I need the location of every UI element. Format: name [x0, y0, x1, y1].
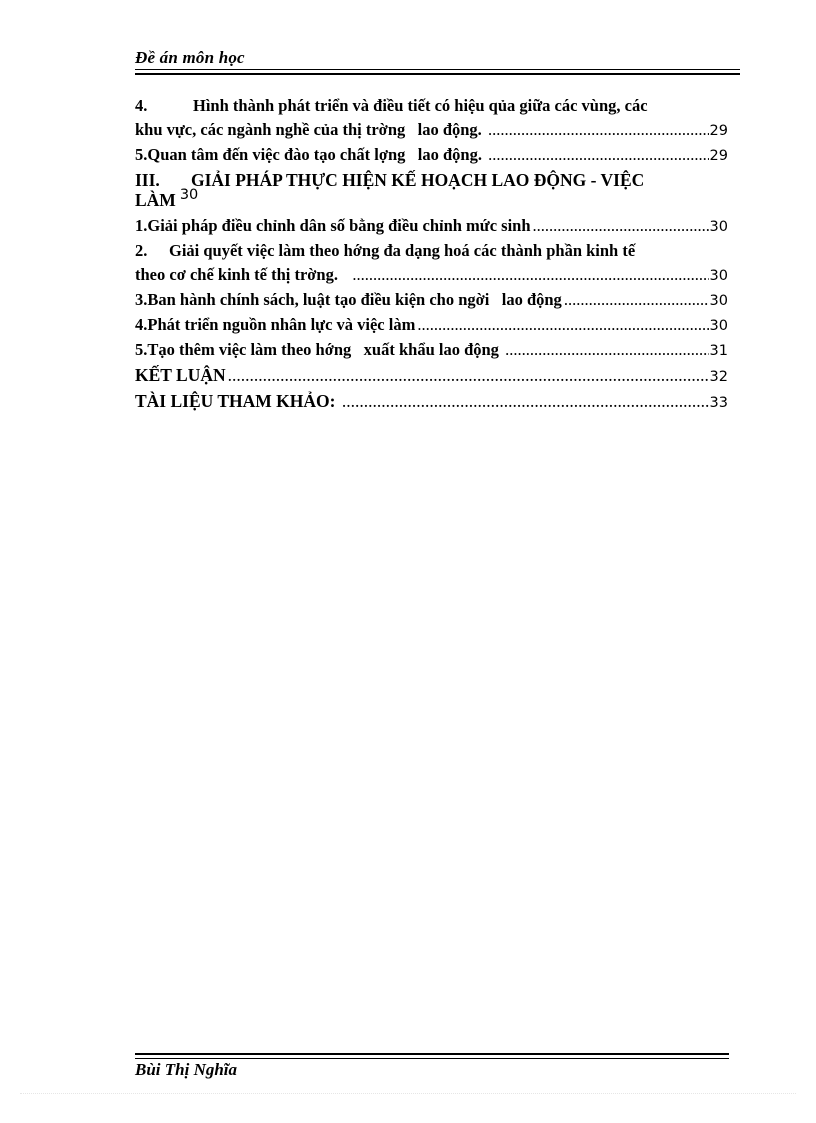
toc-page-number: 32	[709, 369, 728, 385]
toc-entry-title-cont: LÀM	[135, 190, 176, 210]
toc-entry-number: 5.	[135, 145, 148, 164]
toc-entry-title: Ban hành chính sách, luật tạo điều kiện cho ngời lao động	[147, 290, 562, 309]
toc-entry-title: Quan tâm đến việc đào tạo chất lợng lao động.	[147, 145, 487, 164]
toc-entry-title: GIẢI PHÁP THỰC HIỆN KẾ HOẠCH LAO ĐỘNG - VIỆC	[191, 170, 645, 190]
toc-page-number: 31	[709, 343, 728, 359]
header-rule-top	[135, 69, 740, 70]
toc-leader-dots	[488, 143, 708, 167]
toc-entry-number: 4.	[135, 96, 148, 115]
toc-entry-number: III.	[135, 170, 160, 190]
page-edge-dots	[20, 1093, 796, 1094]
toc-leader-dots	[533, 214, 709, 238]
toc-entry[interactable]	[135, 168, 728, 214]
toc-entry-title-cont: theo cơ chế kinh tế thị trờng.	[135, 265, 351, 284]
toc-entry[interactable]	[135, 94, 728, 143]
toc-leader-dots	[228, 363, 709, 387]
table-of-contents	[135, 94, 728, 415]
toc-entry-title: TÀI LIỆU THAM KHẢO:	[135, 391, 340, 411]
toc-entry[interactable]	[135, 143, 728, 168]
toc-entry[interactable]	[135, 338, 728, 363]
header-rule-bottom	[135, 73, 740, 75]
toc-leader-dots	[342, 389, 709, 413]
toc-entry[interactable]	[135, 363, 728, 389]
toc-leader-dots	[564, 288, 709, 312]
toc-page-number: 33	[709, 395, 728, 411]
toc-leader-dots	[417, 313, 708, 337]
footer-rule-top	[135, 1053, 729, 1055]
toc-entry-title: Tạo thêm việc làm theo hớng xuất khẩu lao động	[147, 340, 504, 359]
toc-leader-dots	[505, 338, 708, 362]
toc-entry-title-cont: khu vực, các ngành nghề của thị trờng lao động.	[135, 120, 486, 139]
toc-entry[interactable]	[135, 214, 728, 239]
toc-entry-number: 5.	[135, 340, 148, 359]
toc-page-number: 30	[709, 268, 728, 284]
toc-entry-number: 4.	[135, 315, 148, 334]
toc-entry[interactable]	[135, 313, 728, 338]
toc-entry-number: 1.	[135, 216, 148, 235]
toc-entry-title: Phát triển nguồn nhân lực và việc làm	[147, 315, 416, 334]
toc-page-number: 30	[709, 219, 728, 235]
toc-leader-dots	[352, 263, 708, 287]
toc-page-number: 30	[709, 293, 728, 309]
toc-entry[interactable]	[135, 389, 728, 415]
toc-page-number: 30	[179, 187, 199, 203]
toc-page-number: 29	[709, 123, 728, 139]
toc-entry-number: 3.	[135, 290, 148, 309]
toc-page-number: 29	[709, 148, 728, 164]
toc-entry-title: Giải quyết việc làm theo hớng đa dạng hoá các thành phần kinh tế	[169, 241, 636, 260]
header-title: Đề án môn học	[135, 48, 245, 67]
footer-author: Bùi Thị Nghĩa	[135, 1060, 238, 1079]
footer-rule-bottom	[135, 1058, 729, 1059]
toc-entry-title: Giải pháp điều chỉnh dân số bằng điều chỉnh mức sinh	[147, 216, 531, 235]
toc-entry[interactable]	[135, 239, 728, 288]
toc-page-number: 30	[709, 318, 728, 334]
toc-entry[interactable]	[135, 288, 728, 313]
toc-entry-title: Hình thành phát triển và điều tiết có hiệu qủa giữa các vùng, các	[193, 96, 648, 115]
toc-leader-dots	[488, 118, 709, 142]
toc-entry-number: 2.	[135, 241, 148, 260]
toc-entry-title: KẾT LUẬN	[135, 365, 226, 385]
